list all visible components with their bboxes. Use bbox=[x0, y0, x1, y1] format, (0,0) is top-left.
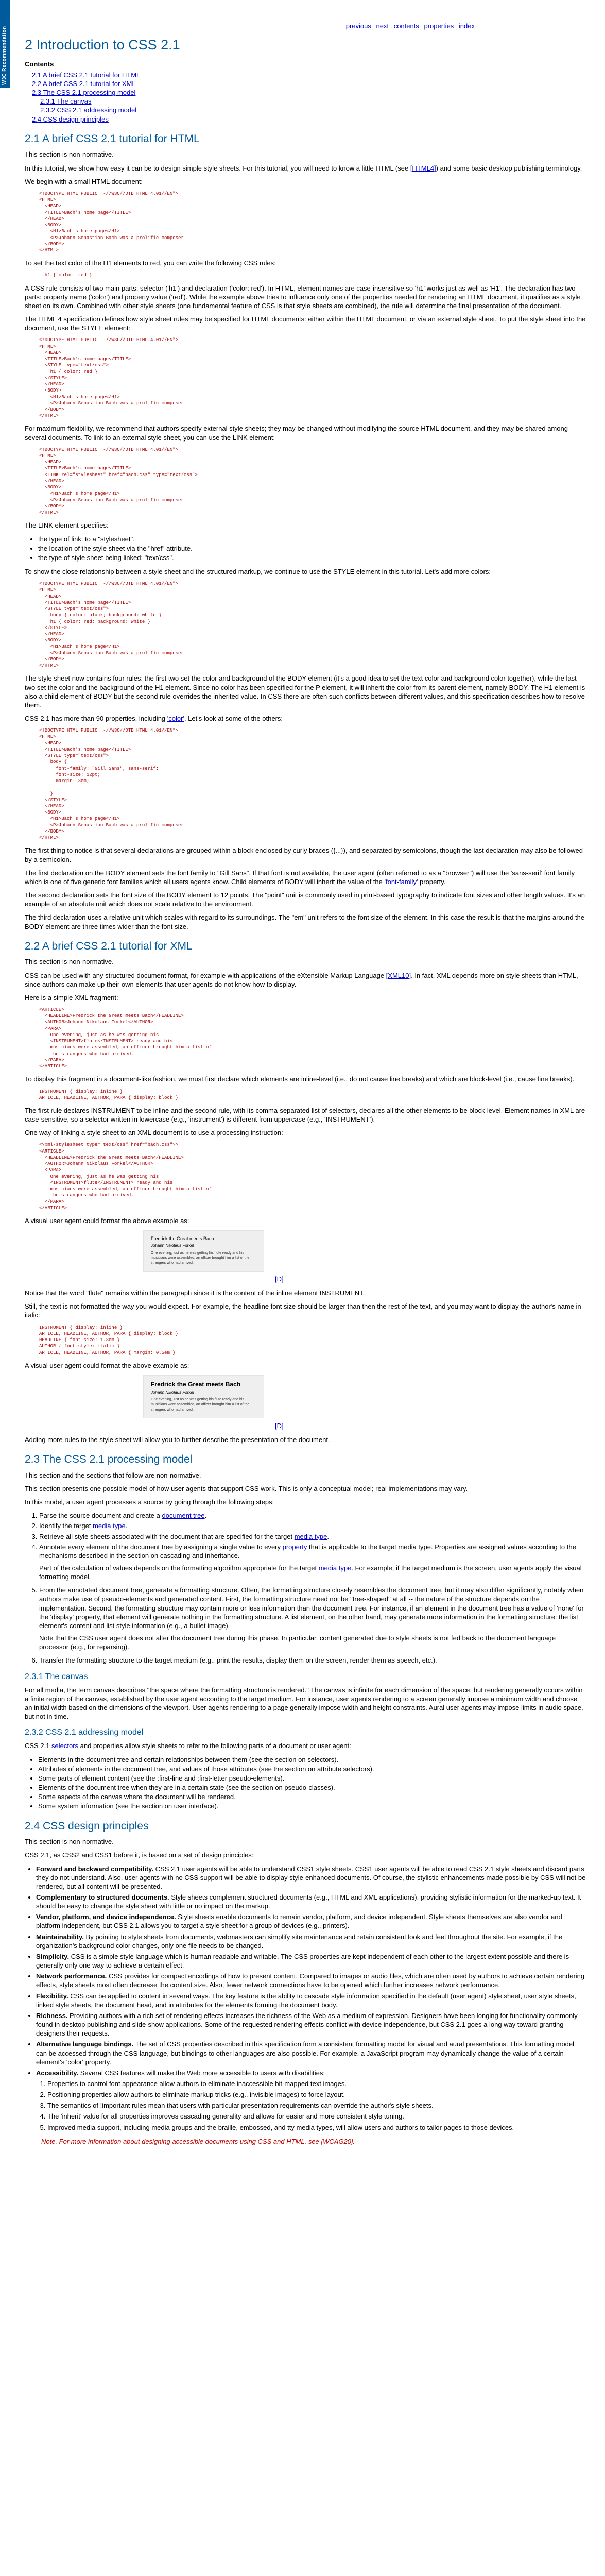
paragraph: In this tutorial, we show how easy it can be to design simple style sheets. For this tutorial, you will need to know a little HTML (see [HTML4]) and some basic desktop publishing terminology. bbox=[25, 164, 582, 172]
paragraph: CSS 2.1 has more than 90 properties, including 'color'. Let's look at some of the others: bbox=[25, 715, 283, 723]
processing-steps-list bbox=[25, 1511, 586, 1665]
list-item: 6. Transfer the formatting structure to the target medium (e.g., print the results, display them on the screen, render them as speech, etc.). bbox=[39, 1656, 586, 1665]
code-example: h1 { color: red } bbox=[39, 273, 92, 278]
paragraph: Adding more rules to the style sheet will allow you to further describe the presentation of the document. bbox=[25, 1435, 330, 1444]
rendered-author: Johann Nikolaus Forkel bbox=[151, 1243, 194, 1248]
rendered-example-image-styled bbox=[143, 1375, 264, 1418]
paragraph: This section presents one possible model of how user agents that support CSS work. This is only a conceptual model; real implementations may vary. bbox=[25, 1484, 468, 1493]
paragraph: Still, the text is not formatted the way you would expect. For example, the headline font size should be larger than then the rest of the text, and you may want to display the author's name in italic: bbox=[25, 1302, 581, 1319]
nav-contents-link[interactable]: contents bbox=[393, 22, 419, 30]
paragraph: Here is a simple XML fragment: bbox=[25, 993, 118, 1002]
document-tree-link[interactable]: document tree bbox=[162, 1512, 205, 1520]
font-family-property-link[interactable]: 'font-family' bbox=[384, 877, 418, 886]
link-attributes-list bbox=[25, 535, 586, 562]
paragraph: The third declaration uses a relative unit which scales with regard to its surroundings. The "em" unit refers to the font size of the element. In this case the result is that the margins around the BODY element are three times wider than the font size. bbox=[25, 913, 585, 930]
paragraph: CSS 2.1, as CSS2 and CSS1 before it, is based on a set of design principles: bbox=[25, 1851, 254, 1859]
paragraph: The first declaration on the BODY element sets the font family to "Gill Sans". If that font is not available, the user agent (often referred to as a "browser") will use the 'sans-serif' font family which is one of five generic font families which all users agents know. Child elements of BODY will inherit the value of the 'font-family' property. bbox=[25, 869, 575, 886]
list-item: 3. The semantics of !important rules mean that users with particular presentation requirements can override the author's style sheets. bbox=[47, 2101, 586, 2110]
accessibility-note: Note. For more information about designing accessible documents using CSS and HTML, see [WCAG20]. bbox=[41, 2137, 355, 2145]
section-2-4-title: 2.4 CSS design principles bbox=[25, 1820, 149, 1832]
paragraph: Notice that the word "flute" remains within the paragraph since it is the content of the inline element INSTRUMENT. bbox=[25, 1289, 365, 1297]
selectors-link[interactable]: selectors bbox=[51, 1742, 79, 1750]
paragraph: For all media, the term canvas describes "the space where the formatting structure is rendered." The canvas is infinite for each dimension of the space, but rendering generally occurs within a finite region of the canvas, established by the user agent according to the target medium. For instance, user agents rendering to a screen generally impose a minimum width and choose an initial width based on the dimensions of the viewport. User agents rendering to a page generally impose width and height constraints. Aural user agents may impose limits in audio space, but not in time. bbox=[25, 1686, 583, 1721]
paragraph: Note that the CSS user agent does not alter the document tree during this phase. In particular, content generated due to style sheets is not fed back to the document language processor (e.g., for reparsing). bbox=[39, 1634, 556, 1651]
document-body bbox=[25, 27, 586, 2146]
list-item: 5. From the annotated document tree, generate a formatting structure. Often, the formatting structure closely resembles the document tree, but it may also differ significantly, notably when authors make use of pseudo-elements and generated content. First, the formatting structure need not be "tree-shaped" at all -- the nature of the structure depends on the implementation. Second, the formatting structure may contain more or less information than the document tree. For instance, if an element in the document tree has a value of 'none' for the 'display' property, that element will generate nothing in the formatting structure. A list element, on the other hand, may generate more information in the formatting structure: the list element's content and list style information (e.g., a bullet image). Note that the CSS user agent does not alter the document tree during this phase. In particular, content generated due to style sheets is not fed back to the document language processor (e.g., for reparsing). bbox=[39, 1586, 586, 1651]
rendered-author: Johann Nikolaus Forkel bbox=[151, 1389, 194, 1395]
list-item: • Accessibility. Several CSS features will make the Web more accessible to users with disabilities: 1. Properties to control font appearance allow authors to eliminate inaccessible bit-mapped text images. 2. Positioning properties allow authors to eliminate markup tricks (e.g., invisible images) to force layout. 3. The semantics of !important rules mean that users with particular presentation requirements can override the author's style sheets. 4. The 'inherit' value for all properties improves cascading generality and allows for easier and more consistent style tuning. 5. Improved media support, including media groups and the braille, embossed, and tty media types, will allow users and authors to tailor pages to those devices. bbox=[36, 2069, 586, 2132]
xml10-ref-link[interactable]: [XML10] bbox=[386, 971, 411, 979]
image-description-link[interactable]: [D] bbox=[275, 1421, 284, 1430]
list-item: 4. The 'inherit' value for all properties improves cascading generality and allows for easier and more consistent style tuning. bbox=[47, 2112, 586, 2121]
color-property-link[interactable]: 'color' bbox=[167, 715, 184, 723]
list-item: • Forward and backward compatibility. CSS 2.1 user agents will be able to understand CSS1 style sheets. CSS1 user agents will be able to read CSS 2.1 style sheets and discard parts they do not understand. Also, user agents with no CSS support will be able to display style-enhanced documents. Of course, the stylistic enhancements made possible by CSS will not be rendered, but all content will be presented. bbox=[36, 1865, 586, 1891]
paragraph: The HTML 4 specification defines how style sheet rules may be specified for HTML documents: either within the HTML document, or via an external style sheet. To put the style sheet into the document, use the STYLE element: bbox=[25, 315, 586, 332]
section-2-2-title: 2.2 A brief CSS 2.1 tutorial for XML bbox=[25, 940, 193, 952]
property-link[interactable]: property bbox=[282, 1543, 307, 1551]
list-item: • Complementary to structured documents. Style sheets complement structured documents (e.g., HTML and XML applications), providing stylistic information for the marked-up text. It should be easy to change the style sheet with little or no impact on the markup. bbox=[36, 1893, 586, 1910]
list-item: • Alternative language bindings. The set of CSS properties described in this specification form a consistent formatting model for visual and aural presentations. This formatting model can be accessed through the CSS language, but bindings to other languages are also possible. For example, a JavaScript program may dynamically change the value of a certain element's 'color' property. bbox=[36, 2040, 586, 2066]
code-example: INSTRUMENT { display: inline } ARTICLE, HEADLINE, AUTHOR, PARA { display: block } bbox=[39, 1089, 179, 1100]
accessibility-features-list bbox=[36, 2079, 586, 2132]
section-2-3-title: 2.3 The CSS 2.1 processing model bbox=[25, 1453, 193, 1466]
paragraph: To display this fragment in a document-like fashion, we must first declare which elements are inline-level (i.e., do not cause line breaks) and which are block-level (i.e., cause line breaks). bbox=[25, 1075, 575, 1083]
rendered-paragraph: One evening, just as he was getting his flute ready and his musicians were assembled, an officer brought him a list of the strangers who had arrived. bbox=[151, 1398, 250, 1412]
non-normative-note: This section is non-normative. bbox=[25, 150, 114, 159]
non-normative-note: This section is non-normative. bbox=[25, 1838, 114, 1846]
code-example: <!DOCTYPE HTML PUBLIC "-//W3C//DTD HTML 4.01//EN"> <HTML> <HEAD> <TITLE>Bach's home page</TITLE> <STYLE type="text/css"> h1 { color: red } </STYLE> </HEAD> <BODY> <H1>Bach's home page</H1> <P>Johann Sebastian Bach was a prolific composer. </BODY> </HTML> bbox=[39, 337, 187, 419]
list-item: 1. Properties to control font appearance allow authors to eliminate inaccessible bit-mapped text images. bbox=[47, 2079, 586, 2088]
list-item: • Elements in the document tree and certain relationships between them (see the section on selectors). bbox=[38, 1755, 586, 1764]
list-item: 5. Improved media support, including media groups and the braille, embossed, and tty media types, will allow users and authors to tailor pages to those devices. bbox=[47, 2123, 586, 2132]
nav-properties-link[interactable]: properties bbox=[424, 22, 454, 30]
paragraph: The first rule declares INSTRUMENT to be inline and the second rule, with its comma-separated list of selectors, declares all the other elements to be block-level. Element names in XML are case-sensitive, so a selector written in lowercase (e.g., 'instrument') is different from uppercase (e.g., 'INSTRUMENT'). bbox=[25, 1106, 585, 1124]
rendered-headline: Fredrick the Great meets Bach bbox=[151, 1380, 241, 1388]
nav-next-link[interactable]: next bbox=[376, 22, 389, 30]
paragraph: The style sheet now contains four rules: the first two set the color and background of the BODY element (it's a good idea to set the text color and background color together), while the last two set the color and the background of the H1 element. Since no color has been specified for the P element, it will inherit the color from its parent element, namely BODY. The H1 element is also a child element of BODY but the second rule overrides the inherited value. In CSS there are often such conflicts between different values, and this specification describes how to resolve them. bbox=[25, 674, 585, 709]
paragraph: The first thing to notice is that several declarations are grouped within a block enclosed by curly braces ({...}), and separated by semicolons, though the last declaration may also be followed by a semicolon. bbox=[25, 846, 583, 863]
nav-index-link[interactable]: index bbox=[458, 22, 475, 30]
media-type-link[interactable]: media type bbox=[294, 1532, 327, 1540]
list-item: 2. Identify the target media type. bbox=[39, 1521, 586, 1530]
code-example: <!DOCTYPE HTML PUBLIC "-//W3C//DTD HTML 4.01//EN"> <HTML> <HEAD> <TITLE>Bach's home page</TITLE> <LINK rel="stylesheet" href="bach.css" type="text/css"> </HEAD> <BODY> <H1>Bach's home page</H1> <P>Johann Sebastian Bach was a prolific composer. </BODY> </HTML> bbox=[39, 447, 198, 516]
paragraph: A visual user agent could format the above example as: bbox=[25, 1361, 189, 1369]
paragraph: To set the text color of the H1 elements to red, you can write the following CSS rules: bbox=[25, 259, 276, 267]
rendered-example-image bbox=[143, 1230, 264, 1272]
table-of-contents bbox=[25, 71, 586, 124]
list-item: • Attributes of elements in the document tree, and values of those attributes (see the section on attribute selectors). bbox=[38, 1765, 586, 1773]
image-description-link[interactable]: [D] bbox=[275, 1275, 284, 1283]
addressing-model-list bbox=[25, 1755, 586, 1811]
list-item: • Network performance. CSS provides for compact encodings of how to present content. Compared to images or audio files, which are often used by authors to achieve certain rendering effects, style sheets most often decrease the content size. Also, fewer network connections have to be opened which further increases network performance. bbox=[36, 1972, 586, 1989]
toc-link-2-1[interactable]: 2.1 A brief CSS 2.1 tutorial for HTML bbox=[32, 71, 141, 79]
list-item: • Some parts of element content (see the :first-line and :first-letter pseudo-elements). bbox=[38, 1774, 586, 1783]
paragraph: Part of the calculation of values depends on the formatting algorithm appropriate for the target media type. For example, if the target medium is the screen, user agents apply the visual formatting model. bbox=[39, 1564, 582, 1581]
code-example: <!DOCTYPE HTML PUBLIC "-//W3C//DTD HTML 4.01//EN"> <HTML> <HEAD> <TITLE>Bach's home page</TITLE> </HEAD> <BODY> <H1>Bach's home page</H1> <P>Johann Sebastian Bach was a prolific composer. </BODY> </HTML> bbox=[39, 191, 187, 253]
list-item: • Richness. Providing authors with a rich set of rendering effects increases the richness of the Web as a medium of expression. Designers have been longing for functionality commonly found in desktop publishing and slide-show applications. Some of the requested rendering effects conflict with device independence, but CSS 2.1 goes a long way toward granting designers their requests. bbox=[36, 2011, 586, 2038]
toc-link-2-3[interactable]: 2.3 The CSS 2.1 processing model bbox=[32, 89, 136, 97]
code-example: <ARTICLE> <HEADLINE>Fredrick the Great meets Bach</HEADLINE> <AUTHOR>Johann Nikolaus Forkel</AUTHOR> <PARA> One evening, just as he was getting his <INSTRUMENT>flute</INSTRUMENT> ready and his musicians were assembled, an officer brought him a list of the strangers who had arrived. </PARA> </ARTICLE> bbox=[39, 1007, 212, 1070]
list-item: • Vendor, platform, and device independence. Style sheets enable documents to remain vendor, platform, and device independent. Style sheets themselves are also vendor and platform independent, but CSS 2.1 allows you to target a style sheet for a group of devices (e.g., printers). bbox=[36, 1912, 586, 1930]
paragraph: One way of linking a style sheet to an XML document is to use a processing instruction: bbox=[25, 1129, 283, 1137]
rendered-paragraph: One evening, just as he was getting his flute ready and his musicians were assembled, an officer brought him a list of the strangers who had arrived. bbox=[151, 1251, 250, 1265]
list-item: 4. Annotate every element of the document tree by assigning a single value to every property that is applicable to the target media type. Properties are assigned values according to the mechanisms described in the section on cascading and inheritance. Part of the calculation of values depends on the formatting algorithm appropriate for the target media type. For example, if the target medium is the screen, user agents apply the visual formatting model. bbox=[39, 1543, 586, 1582]
non-normative-note: This section and the sections that follow are non-normative. bbox=[25, 1471, 201, 1479]
chapter-title: 2 Introduction to CSS 2.1 bbox=[25, 37, 180, 53]
list-item: • Maintainability. By pointing to style sheets from documents, webmasters can simplify site maintenance and retain consistent look and feel throughout the site. For example, if the organization's background color changes, only one file needs to be changed. bbox=[36, 1933, 586, 1950]
paragraph: To show the close relationship between a style sheet and the structured markup, we continue to use the STYLE element in this tutorial. Let's add more colors: bbox=[25, 567, 491, 575]
list-item: 2. Positioning properties allow authors to eliminate markup tricks (e.g., invisible images) to force layout. bbox=[47, 2090, 586, 2099]
list-item: 3. Retrieve all style sheets associated with the document that are specified for the target media type. bbox=[39, 1532, 586, 1541]
list-item: • the location of the style sheet via the "href" attribute. bbox=[38, 544, 586, 553]
section-2-3-2-title: 2.3.2 CSS 2.1 addressing model bbox=[25, 1728, 144, 1737]
list-item: • Flexibility. CSS can be applied to content in several ways. The key feature is the ability to cascade style information specified in the default (user agent) style sheet, user style sheets, linked style sheets, the document head, and in attributes for the elements forming the document body. bbox=[36, 1992, 586, 2009]
list-item: • the type of link: to a "stylesheet". bbox=[38, 535, 586, 544]
paragraph: The second declaration sets the font size of the BODY element to 12 points. The "point" unit is commonly used in print-based typography to indicate font sizes and other length values. It's an example of an absolute unit which does not scale relative to the environment. bbox=[25, 891, 585, 908]
nav-previous-link[interactable]: previous bbox=[345, 22, 371, 30]
media-type-link[interactable]: media type bbox=[318, 1564, 352, 1572]
paragraph: We begin with a small HTML document: bbox=[25, 177, 143, 185]
contents-label: Contents bbox=[25, 60, 54, 68]
paragraph: A visual user agent could format the above example as: bbox=[25, 1217, 189, 1225]
list-item: • Some system information (see the section on user interface). bbox=[38, 1802, 586, 1810]
w3c-recommendation-badge[interactable] bbox=[0, 0, 10, 88]
paragraph: CSS can be used with any structured document format, for example with applications of the eXtensible Markup Language [XML10]. In fact, XML depends more on style sheets than HTML, since authors can make up their own elements that user agents do not know how to display. bbox=[25, 971, 578, 988]
list-item: • the type of style sheet being linked: "text/css". bbox=[38, 553, 586, 562]
paragraph: A CSS rule consists of two main parts: selector ('h1') and declaration ('color: red'). In HTML, element names are case-insensitive so 'h1' works just as well as 'H1'. The declaration has two parts: property name ('color') and property value ('red'). While the example above tries to influence only one of the properties needed for rendering an HTML document, it qualifies as a style sheet on its own. Combined with other style sheets (one fundamental feature of CSS is that style sheets are combined), the rule will determine the final presentation of the document. bbox=[25, 284, 581, 310]
html4-ref-link[interactable]: [HTML4] bbox=[410, 164, 436, 172]
non-normative-note: This section is non-normative. bbox=[25, 958, 114, 966]
toc-link-2-4[interactable]: 2.4 CSS design principles bbox=[32, 115, 109, 123]
paragraph: In this model, a user agent processes a source by going through the following steps: bbox=[25, 1498, 274, 1506]
list-item: • Some aspects of the canvas where the document will be rendered. bbox=[38, 1792, 586, 1801]
design-principles-list bbox=[25, 1865, 586, 2132]
section-2-1-title: 2.1 A brief CSS 2.1 tutorial for HTML bbox=[25, 132, 200, 145]
paragraph: For maximum flexibility, we recommend that authors specify external style sheets; they may be changed without modifying the source HTML document, and they may be shared among several documents. To link to an external style sheet, you can use the LINK element: bbox=[25, 425, 568, 442]
media-type-link[interactable]: media type bbox=[93, 1522, 126, 1530]
code-example: INSTRUMENT { display: inline } ARTICLE, HEADLINE, AUTHOR, PARA { display: block } HEADLINE { font-size: 1.3em } AUTHOR { font-style: italic } ARTICLE, HEADLINE, AUTHOR, PARA { margin: 0.5em } bbox=[39, 1325, 179, 1355]
paragraph: CSS 2.1 selectors and properties allow style sheets to refer to the following parts of a document or user agent: bbox=[25, 1742, 351, 1750]
code-example: <?xml-stylesheet type="text/css" href="bach.css"?> <ARTICLE> <HEADLINE>Fredrick the Great meets Bach</HEADLINE> <AUTHOR>Johann Nikolaus Forkel</AUTHOR> <PARA> One evening, just as he was getting his <INSTRUMENT>flute</INSTRUMENT> ready and his musicians were assembled, an officer brought him a list of the strangers who had arrived. </PARA> </ARTICLE> bbox=[39, 1142, 212, 1211]
toc-link-2-3-2[interactable]: 2.3.2 CSS 2.1 addressing model bbox=[40, 106, 137, 114]
list-item: • Elements of the document tree when they are in a certain state (see the section on pseudo-classes). bbox=[38, 1783, 586, 1792]
list-item: 1. Parse the source document and create a document tree. bbox=[39, 1511, 586, 1520]
code-example: <!DOCTYPE HTML PUBLIC "-//W3C//DTD HTML 4.01//EN"> <HTML> <HEAD> <TITLE>Bach's home page</TITLE> <STYLE type="text/css"> body { color: black; background: white } h1 { color: red; background: white } </STYLE> </HEAD> <BODY> <H1>Bach's home page</H1> <P>Johann Sebastian Bach was a prolific composer. </BODY> </HTML> bbox=[39, 581, 187, 669]
list-item: • Simplicity. CSS is a simple style language which is human readable and writable. The CSS properties are kept independent of each other to the largest extent possible and there is generally only one way to achieve a certain effect. bbox=[36, 1952, 586, 1970]
toc-link-2-3-1[interactable]: 2.3.1 The canvas bbox=[40, 97, 92, 106]
code-example: <!DOCTYPE HTML PUBLIC "-//W3C//DTD HTML 4.01//EN"> <HTML> <HEAD> <TITLE>Bach's home page</TITLE> <STYLE type="text/css"> body { font-family: "Gill Sans", sans-serif; font-size: 12pt; margin: 3em; } </STYLE> </HEAD> <BODY> <H1>Bach's home page</H1> <P>Johann Sebastian Bach was a prolific composer. </BODY> </HTML> bbox=[39, 728, 187, 841]
toc-link-2-2[interactable]: 2.2 A brief CSS 2.1 tutorial for XML bbox=[32, 79, 136, 88]
paragraph: The LINK element specifies: bbox=[25, 521, 109, 530]
section-2-3-1-title: 2.3.1 The canvas bbox=[25, 1672, 88, 1681]
badge-label: W3C Recommendation bbox=[2, 26, 7, 85]
rendered-headline: Fredrick the Great meets Bach bbox=[151, 1236, 214, 1242]
